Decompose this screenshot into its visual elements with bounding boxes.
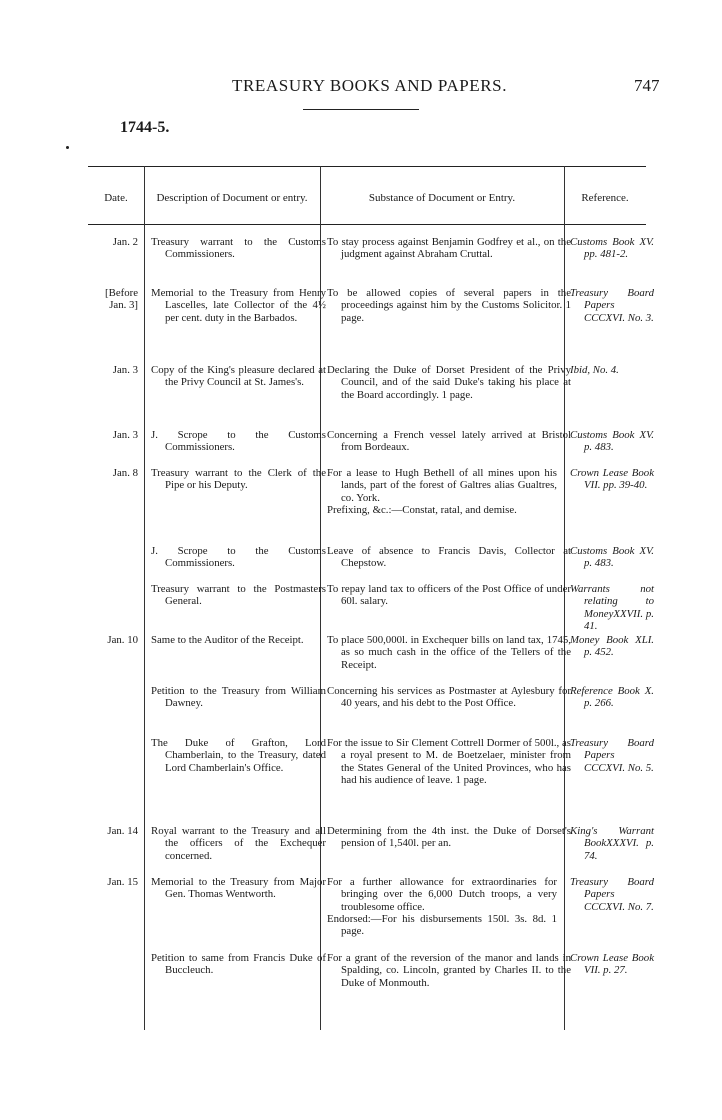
entry-reference: Warrants not relating to MoneyXXVII. p. 41.: [570, 583, 654, 632]
entry-description: Copy of the King's pleasure declared at the Privy Council at St. James's.: [151, 364, 326, 389]
entry-description: Royal warrant to the Treasury and all the officers of the Exchequer concerned.: [151, 825, 326, 862]
entry-date: Jan. 10: [107, 634, 138, 646]
entry-reference: Crown Lease Book VII. p. 27.: [570, 952, 654, 977]
column-header-description: Description of Document or entry.: [156, 191, 308, 204]
page-number: 747: [634, 76, 660, 95]
table-header-rule: [88, 224, 646, 225]
entry-substance: Determining from the 4th inst. the Duke of Dorset's pension of 1,540l. per an.: [327, 825, 571, 850]
entry-endorsement: Prefixing, &c.:—Constat, ratal, and demise.: [327, 503, 517, 516]
entry-description: Petition to same from Francis Duke of Buccleuch.: [151, 952, 326, 977]
entry-reference: Crown Lease Book VII. pp. 39-40.: [570, 467, 654, 492]
entry-reference: Treasury Board Papers CCCXVI. No. 7.: [570, 876, 654, 913]
entry-description: Treasury warrant to the Postmasters General.: [151, 583, 326, 608]
entry-reference: Customs Book XV. pp. 481-2.: [570, 236, 654, 261]
entry-date: Jan. 2: [112, 236, 138, 248]
table-top-rule: [88, 166, 646, 167]
entry-description: Treasury warrant to the Clerk of the Pipe or his Deputy.: [151, 467, 326, 492]
column-divider: [144, 166, 145, 1030]
entry-endorsement: Endorsed:—For his disbursements 150l. 3s. 8d. 1 page.: [327, 912, 557, 938]
running-head: [0, 76, 722, 98]
entry-substance: To stay process against Benjamin Godfrey et al., on the judgment against Abraham Cruttal.: [327, 236, 571, 261]
entry-reference: Customs Book XV. p. 483.: [570, 429, 654, 454]
entry-date: Jan. 8: [112, 467, 138, 479]
entry-description: J. Scrope to the Customs Commissioners.: [151, 545, 326, 570]
print-speck: [66, 146, 69, 149]
entry-reference: Money Book XLI. p. 452.: [570, 634, 654, 659]
entry-substance: Leave of absence to Francis Davis, Collector at Chepstow.: [327, 545, 571, 570]
entry-substance: To place 500,000l. in Exchequer bills on land tax, 1745, as so much cash in the office of the Tellers of the Receipt.: [327, 634, 571, 671]
entry-description: Petition to the Treasury from William Dawney.: [151, 685, 326, 710]
entry-reference: Reference Book X. p. 266.: [570, 685, 654, 710]
entry-reference: Treasury Board Papers CCCXVI. No. 5.: [570, 737, 654, 774]
entry-substance-block: [327, 467, 557, 516]
entry-substance: For a lease to Hugh Bethell of all mines upon his lands, part of the forest of Galtres alias Gualtres, co. York.: [327, 467, 557, 504]
entry-description: Treasury warrant to the Customs Commissioners.: [151, 236, 326, 261]
entry-substance-block: [327, 876, 557, 937]
entry-date: Jan. 3: [112, 364, 138, 376]
entry-substance: Declaring the Duke of Dorset President of the Privy Council, and of the said Duke's taking his place at the Board accordingly. 1 page.: [327, 364, 571, 401]
calendar-table: [88, 166, 654, 1030]
entry-description: J. Scrope to the Customs Commissioners.: [151, 429, 326, 454]
entry-description: Memorial to the Treasury from Major Gen. Thomas Wentworth.: [151, 876, 326, 901]
entry-substance: To be allowed copies of several papers in the proceedings against him by the Customs Solicitor. 1 page.: [327, 287, 571, 324]
entry-date: [Before Jan. 3]: [105, 287, 138, 312]
running-title: TREASURY BOOKS AND PAPERS.: [232, 76, 508, 95]
entry-description: Memorial to the Treasury from Henry Lascelles, late Collector of the 4½ per cent. duty in the Barbados.: [151, 287, 326, 324]
entry-substance: For a grant of the reversion of the manor and lands in Spalding, co. Lincoln, granted by Charles II. to the Duke of Monmouth.: [327, 952, 571, 989]
entry-reference: Ibid, No. 4.: [570, 364, 619, 376]
entry-reference: Treasury Board Papers CCCXVI. No. 3.: [570, 287, 654, 324]
column-header-substance: Substance of Document or Entry.: [368, 191, 516, 204]
entry-date: Jan. 3: [112, 429, 138, 441]
entry-substance: To repay land tax to officers of the Post Office of under 60l. salary.: [327, 583, 571, 608]
entry-description: Same to the Auditor of the Receipt.: [151, 634, 304, 646]
entry-description: The Duke of Grafton, Lord Chamberlain, to the Treasury, dated Lord Chamberlain's Office.: [151, 737, 326, 774]
year-heading: 1744-5.: [120, 119, 170, 136]
entry-substance: For a further allowance for extraordinaries for bringing over the 6,000 Dutch troops, a very troublesome office.: [327, 876, 557, 913]
column-header-date: Date.: [104, 191, 128, 204]
entry-reference: King's Warrant BookXXXVI. p. 74.: [570, 825, 654, 862]
entry-date: Jan. 15: [107, 876, 138, 888]
entry-substance: Concerning his services as Postmaster at Aylesbury for 40 years, and his debt to the Post Office.: [327, 685, 571, 710]
entry-reference: Customs Book XV. p. 483.: [570, 545, 654, 570]
column-header-reference: Reference.: [581, 191, 629, 204]
entry-substance: For the issue to Sir Clement Cottrell Dormer of 500l., as a royal present to M. de Boetzelaer, minister from the States General of the United Provinces, who has had his audience of leave. 1 page.: [327, 737, 571, 786]
header-rule: [303, 109, 419, 110]
entry-substance: Concerning a French vessel lately arrived at Bristol from Bordeaux.: [327, 429, 571, 454]
entry-date: Jan. 14: [107, 825, 138, 837]
